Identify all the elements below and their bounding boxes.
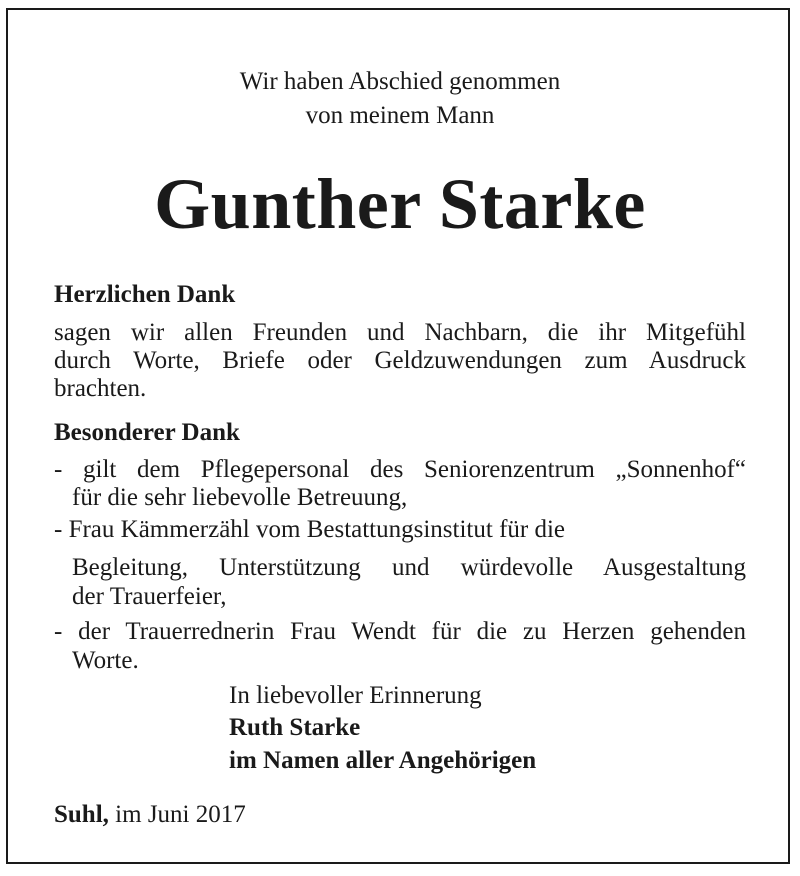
thanks-line-1: sagen wir allen Freunden und Nachbarn, die ihr Mitgefühl (54, 319, 746, 346)
special-thanks-line-6: - der Trauerrednerin Frau Wendt für die zu Herzen gehenden (54, 618, 746, 645)
special-thanks-line-4: Begleitung, Unterstützung und würdevolle Ausgestaltung (72, 554, 746, 581)
footer-place-date (54, 800, 746, 829)
special-thanks-line-7: Worte. (72, 647, 139, 674)
special-thanks-line-3: - Frau Kämmerzähl vom Bestattungsinstitut für die (54, 516, 566, 543)
deceased-name: Gunther Starke (154, 164, 646, 244)
signature-on-behalf: im Namen aller Angehörigen (229, 747, 537, 774)
intro-line-2: von meinem Mann (305, 102, 495, 129)
intro-line-1: Wir haben Abschied genommen (239, 68, 561, 95)
special-thanks-line-2: für die sehr liebevolle Betreuung, (72, 484, 408, 511)
special-thanks-line-5: der Trauerfeier, (72, 583, 227, 610)
thanks-line-3: brachten. (54, 375, 147, 402)
thanks-line-2: durch Worte, Briefe oder Geldzuwendungen zum Ausdruck (54, 347, 746, 374)
thanks-heading: Herzlichen Dank (54, 281, 236, 308)
footer-place: Suhl, (54, 801, 109, 828)
special-thanks-heading: Besonderer Dank (54, 419, 240, 446)
signature-name: Ruth Starke (229, 714, 361, 741)
special-thanks-line-1: - gilt dem Pflegepersonal des Seniorenzentrum „Sonnenhof“ (54, 456, 746, 483)
footer-date: im Juni 2017 (115, 801, 246, 828)
signature-closing: In liebevoller Erinnerung (229, 682, 482, 709)
